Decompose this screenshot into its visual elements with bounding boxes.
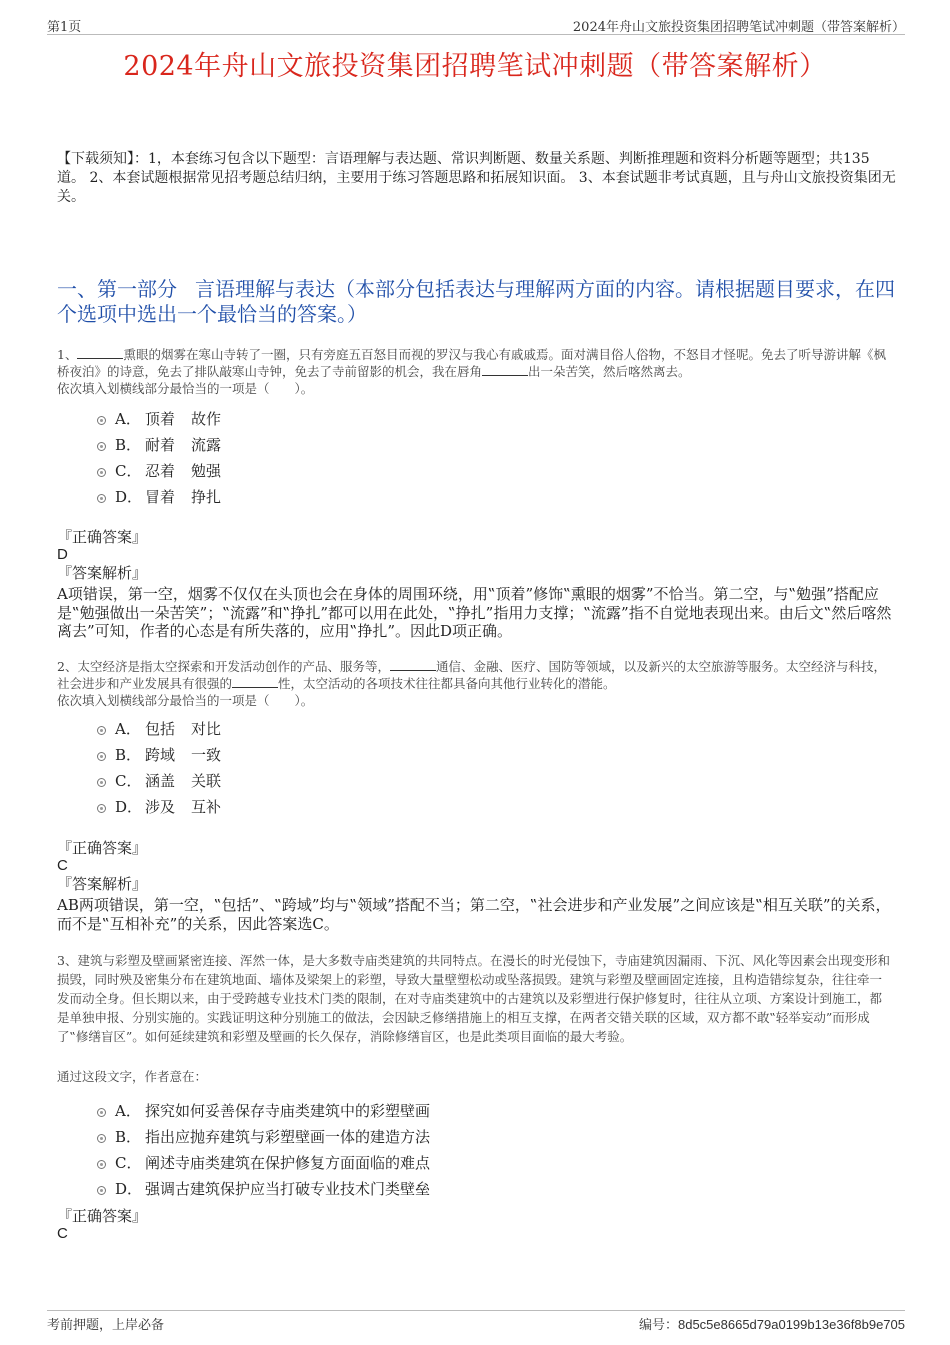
download-notice: 【下载须知】：1，本套练习包含以下题型：言语理解与表达题、常识判断题、数量关系题、判断推理题和资料分析题等题型；共135道。 2、本套试题根据常见招考题总结归纳，主要用于练习答题思路和拓展知识面。 3、本套试题非考试真题，且与舟山文旅投资集团无关。	[57, 151, 896, 205]
explain-label: 『答案解析』	[57, 564, 148, 582]
option-letter: D．	[115, 488, 143, 506]
question-text: 通信、金融、医疗、国防等领域，以及新兴的太空旅游等服务。太空经济与科技，社会进步和产业发展具有很强的	[57, 659, 886, 691]
option-text: 探究如何妥善保存寺庙类建筑中的彩塑壁画	[145, 1102, 431, 1120]
section-description: 言语理解与表达（本部分包括表达与理解两方面的内容。请根据题目要求，在四个选项中选出一个最恰当的答案。）	[57, 277, 895, 326]
question-passage: 建筑与彩塑及壁画紧密连接、浑然一体，是大多数寺庙类建筑的共同特点。在漫长的时光侵蚀下，寺庙建筑因漏雨、下沉、风化等因素会出现变形和损毁，同时殃及密集分布在建筑地面、墙体及梁架上的彩塑，导致大量壁塑松动或坠落损毁。建筑与彩塑及壁画固定连接，且构造错综复杂，往往牵一发而动全身。但长期以来，由于受跨越专业技术门类的限制，在对寺庙类建筑中的古建筑以及彩塑进行保护修复时，往往从立项、方案设计到施工，都是单独申报、分别实施的。实践证明这种分别施工的做法，会因缺乏修缮措施上的相互支撑，在两者交错关联的区域，双方都不敢‟轻举妄动”而形成了‟修缮盲区”。如何延续建筑和彩塑及壁画的长久保存，消除修缮盲区，也是此类项目面临的最大考验。	[57, 953, 890, 1044]
footer-code-label: 编号：	[638, 1318, 678, 1333]
question-1-explanation: A项错误，第一空，烟雾不仅仅在头顶也会在身体的周围环绕，用‟顶着”修饰‟熏眼的烟雾”不恰当。第二空，与‟勉强”搭配应是‟勉强做出一朵苦笑”；‟流露”和‟挣扎”都可以用在此处，‟挣扎”指用力支撑；‟流露”指不自觉地表现出来。由后文‟然后喀然离去”可知，作者的心态是有所失落的，应用‟挣扎”。因此D项正确。	[57, 585, 892, 640]
radio-icon[interactable]	[97, 804, 106, 813]
option-word: 对比	[191, 720, 222, 738]
question-2-stem	[57, 658, 892, 709]
question-number: 2、	[57, 659, 78, 674]
option-word: 包括	[145, 720, 176, 738]
question-3-answer	[57, 1207, 147, 1243]
footer-slogan: 考前押题，上岸必备	[47, 1318, 165, 1333]
option-word: 涉及	[145, 798, 176, 816]
answer-label: 『正确答案』	[57, 1207, 148, 1225]
option-word: 跨域	[145, 746, 176, 764]
radio-icon[interactable]	[97, 752, 106, 761]
footer-code-value: 8d5c5e8665d79a0199b13e36f8b9e705	[677, 1317, 905, 1332]
answer-label: 『正确答案』	[57, 839, 148, 857]
explain-label: 『答案解析』	[57, 875, 148, 893]
option-letter: A．	[115, 410, 141, 428]
option-letter: C．	[115, 462, 142, 480]
radio-icon[interactable]	[97, 416, 106, 425]
option-letter: C．	[115, 772, 142, 790]
fill-blank	[390, 658, 436, 671]
answer-value: C	[57, 857, 68, 874]
question-text: 性，太空活动的各项技术往往都具备向其他行业转化的潜能。	[278, 676, 616, 691]
answer-value: C	[57, 1225, 68, 1242]
question-number: 1、	[57, 347, 78, 362]
option-word: 流露	[191, 436, 222, 454]
fill-blank	[482, 363, 528, 376]
document-title: 2024年舟山文旅投资集团招聘笔试冲刺题（带答案解析）	[123, 51, 827, 82]
option-letter: B．	[115, 746, 142, 764]
answer-value: D	[57, 546, 68, 563]
question-2-explanation: AB两项错误，第一空，‟包括”、‟跨域”均与‟领域”搭配不当；第二空，‟社会进步和产业发展”之间应该是‟相互关联”的关系，而不是‟互相补充”的关系，因此答案选C。	[57, 896, 891, 933]
radio-icon[interactable]	[97, 1134, 106, 1143]
question-text: 出一朵苦笑，然后喀然离去。	[528, 364, 691, 379]
option-word: 故作	[191, 410, 222, 428]
question-number: 3、	[57, 953, 78, 968]
section-part: 一、第一部分	[57, 277, 177, 301]
radio-icon[interactable]	[97, 1108, 106, 1117]
option-letter: A．	[115, 720, 141, 738]
option-letter: B．	[115, 1128, 142, 1146]
option-text: 指出应抛弃建筑与彩塑壁画一体的建造方法	[145, 1128, 431, 1146]
question-1-stem	[57, 346, 892, 397]
question-prompt: 依次填入划横线部分最恰当的一项是（ ）。	[57, 693, 314, 708]
option-word: 一致	[191, 746, 222, 764]
footer-rule	[47, 1310, 905, 1312]
option-word: 顶着	[145, 410, 176, 428]
question-text: 熏眼的烟雾在寒山寺转了一圈，只有旁庭五百怒目而视的罗汉与我心有戚戚焉。面对满目俗人俗物，不怒目才怪呢。免去了听导游讲解《枫桥夜泊》的诗意，免去了排队敲寒山寺钟，免去了寺前留影的机会，我在唇角	[57, 347, 886, 379]
option-letter: D．	[115, 798, 143, 816]
header-doc-title: 2024年舟山文旅投资集团招聘笔试冲刺题（带答案解析）	[572, 20, 905, 35]
radio-icon[interactable]	[97, 442, 106, 451]
radio-icon[interactable]	[97, 468, 106, 477]
radio-icon[interactable]	[97, 1186, 106, 1195]
question-2-answer	[57, 839, 147, 893]
fill-blank	[77, 346, 123, 359]
option-word: 互补	[191, 798, 222, 816]
radio-icon[interactable]	[97, 778, 106, 787]
option-word: 勉强	[191, 462, 222, 480]
option-word: 涵盖	[145, 772, 176, 790]
page-number: 第1页	[47, 20, 82, 35]
answer-label: 『正确答案』	[57, 528, 148, 546]
question-prompt: 依次填入划横线部分最恰当的一项是（ ）。	[57, 381, 314, 396]
option-word: 忍着	[145, 462, 176, 480]
page-header	[47, 14, 905, 35]
radio-icon[interactable]	[97, 494, 106, 503]
option-letter: C．	[115, 1154, 142, 1172]
option-letter: A．	[115, 1102, 141, 1120]
option-letter: D．	[115, 1180, 143, 1198]
option-word: 关联	[191, 772, 222, 790]
radio-icon[interactable]	[97, 1160, 106, 1169]
question-3-prompt: 通过这段文字，作者意在：	[57, 1069, 208, 1084]
question-1-answer	[57, 528, 147, 582]
option-text: 强调古建筑保护应当打破专业技术门类壁垒	[145, 1180, 431, 1198]
section-heading	[57, 277, 897, 327]
question-text: 太空经济是指太空探索和开发活动创作的产品、服务等，	[77, 659, 390, 674]
footer-code	[639, 1314, 905, 1333]
option-word: 挣扎	[191, 488, 222, 506]
option-text: 阐述寺庙类建筑在保护修复方面面临的难点	[145, 1154, 431, 1172]
option-letter: B．	[115, 436, 142, 454]
radio-icon[interactable]	[97, 726, 106, 735]
fill-blank	[232, 675, 278, 688]
option-word: 冒着	[145, 488, 176, 506]
question-3-stem	[57, 951, 892, 1046]
option-word: 耐着	[145, 436, 176, 454]
